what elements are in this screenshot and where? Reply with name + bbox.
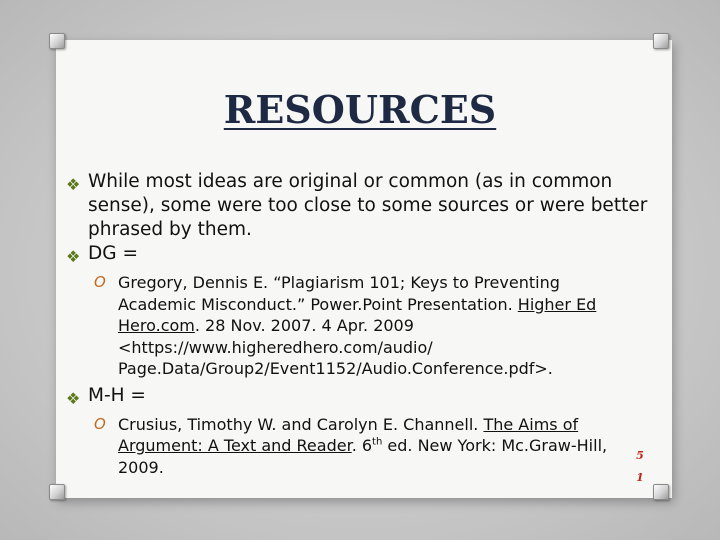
- bullet-text: M-H =: [88, 384, 146, 406]
- corner-pin-icon: [49, 484, 65, 500]
- reference-text: Gregory, Dennis E. “Plagiarism 101; Keys to Preventing Academic Misconduct.” Power.Point Presentation.: [118, 273, 560, 314]
- reference-item: [66, 414, 672, 479]
- corner-pin-icon: [49, 33, 65, 49]
- reference-item: [66, 272, 672, 380]
- circle-bullet-icon: O: [94, 414, 106, 433]
- bullet-text: While most ideas are original or common (as in common sense), some were too close to some sources or were better phrased by them.: [88, 171, 648, 240]
- bullet-item: [66, 242, 672, 266]
- bullet-item: [66, 170, 672, 242]
- reference-text: . 28 Nov. 2007. 4 Apr. 2009 <https://www.higheredhero.com/audio/ Page.Data/Group2/Event1152/Audio.Conference.pdf>.: [118, 316, 553, 378]
- corner-pin-icon: [653, 484, 669, 500]
- reference-text: . 6: [351, 436, 373, 455]
- bullet-item: [66, 384, 672, 408]
- diamond-bullet-icon: ❖: [66, 247, 81, 266]
- circle-bullet-icon: O: [94, 273, 106, 291]
- ordinal-suffix: th: [372, 436, 383, 448]
- bullet-list: [66, 170, 672, 478]
- slide-title: [0, 88, 720, 132]
- page-number-bottom: 1: [636, 471, 644, 484]
- reference-text: ed. New York: Mc.Graw-Hill, 2009.: [118, 436, 608, 477]
- page-number-top: 5: [636, 449, 644, 462]
- reference-publisher-link[interactable]: Higher Ed Hero.com: [118, 294, 597, 335]
- bullet-text: DG =: [88, 243, 138, 264]
- slide-title-text: RESOURCES: [223, 87, 497, 132]
- diamond-bullet-icon: ❖: [66, 388, 81, 408]
- corner-pin-icon: [653, 33, 669, 49]
- diamond-bullet-icon: ❖: [66, 175, 81, 194]
- reference-text: Crusius, Timothy W. and Carolyn E. Channell.: [118, 414, 484, 434]
- page-number: [633, 445, 647, 489]
- reference-book-title: The Aims of Argument: A Text and Reader: [118, 414, 579, 455]
